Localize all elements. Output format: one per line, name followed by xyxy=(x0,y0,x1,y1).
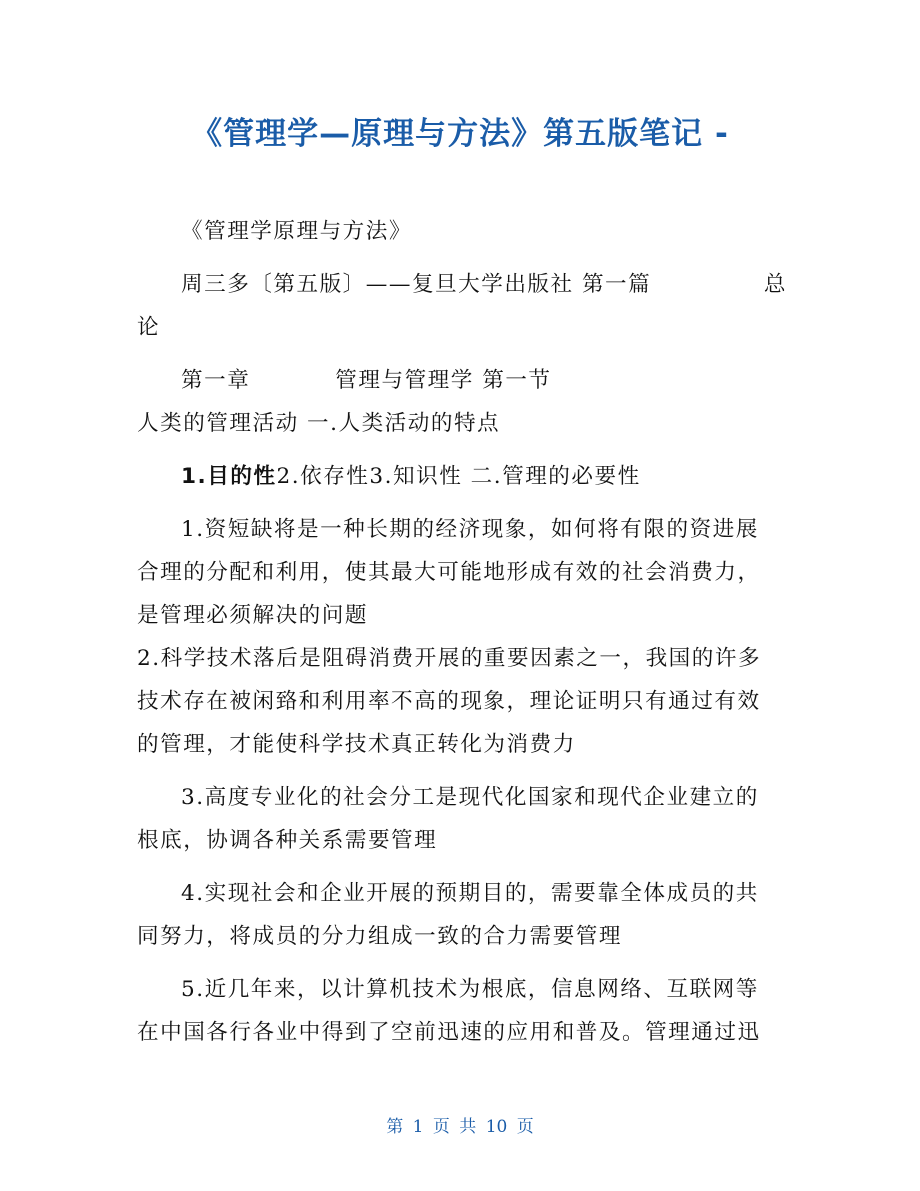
page-footer: 第 1 页 共 10 页 xyxy=(386,1117,534,1137)
part-heading-tail: 论 xyxy=(137,315,161,340)
paragraph-4-line-1: 4.实现社会和企业开展的预期目的，需要靠全体成员的共 xyxy=(181,881,759,906)
document-body xyxy=(137,210,787,1054)
paragraph-3-line-1: 3.高度专业化的社会分工是现代化国家和现代企业建立的 xyxy=(181,785,759,810)
paragraph-1-line-2: 合理的分配和利用，使其最大可能地形成有效的社会消费力， xyxy=(137,560,761,585)
features-line xyxy=(137,455,787,498)
author-line xyxy=(137,263,787,306)
chapter-label: 第一章 xyxy=(181,368,251,393)
paragraph-1-line-1: 1.资短缺将是一种长期的经济现象，如何将有限的资进展 xyxy=(181,517,759,542)
paragraph-5-line-2: 在中国各行各业中得到了空前迅速的应用和普及。管理通过迅 xyxy=(137,1020,761,1045)
book-title-line: 《管理学原理与方法》 xyxy=(181,219,412,244)
features-rest: 2.依存性3.知识性 二.管理的必要性 xyxy=(276,464,641,489)
features-first: 1.目的性 xyxy=(181,464,277,489)
paragraph-2-line-2: 技术存在被闲臵和利用率不高的现象，理论证明只有通过有效 xyxy=(137,689,761,714)
paragraph-4-line-2: 同努力，将成员的分力组成一致的合力需要管理 xyxy=(137,924,622,949)
paragraph-1-line-3: 是管理必须解决的问题 xyxy=(137,603,368,628)
paragraph-2-line-1: 2.科学技术落后是阻碍消费开展的重要因素之一，我国的许多 xyxy=(137,646,762,671)
paragraph-2-line-3: 的管理，才能使科学技术真正转化为消费力 xyxy=(137,732,576,757)
chapter-title: 管理与管理学 第一节 xyxy=(335,368,552,393)
part-heading-char: 总 xyxy=(763,272,787,297)
chapter-line xyxy=(137,359,787,402)
author-text: 周三多〔第五版〕——复旦大学出版社 第一篇 xyxy=(181,272,652,297)
paragraph-3-line-2: 根底，协调各种关系需要管理 xyxy=(137,828,438,853)
paragraph-5-line-1: 5.近几年来，以计算机技术为根底，信息网络、互联网等 xyxy=(181,977,759,1002)
document-title: 《管理学—原理与方法》第五版笔记 - xyxy=(191,116,729,152)
section-line: 人类的管理活动 一.人类活动的特点 xyxy=(137,411,501,436)
